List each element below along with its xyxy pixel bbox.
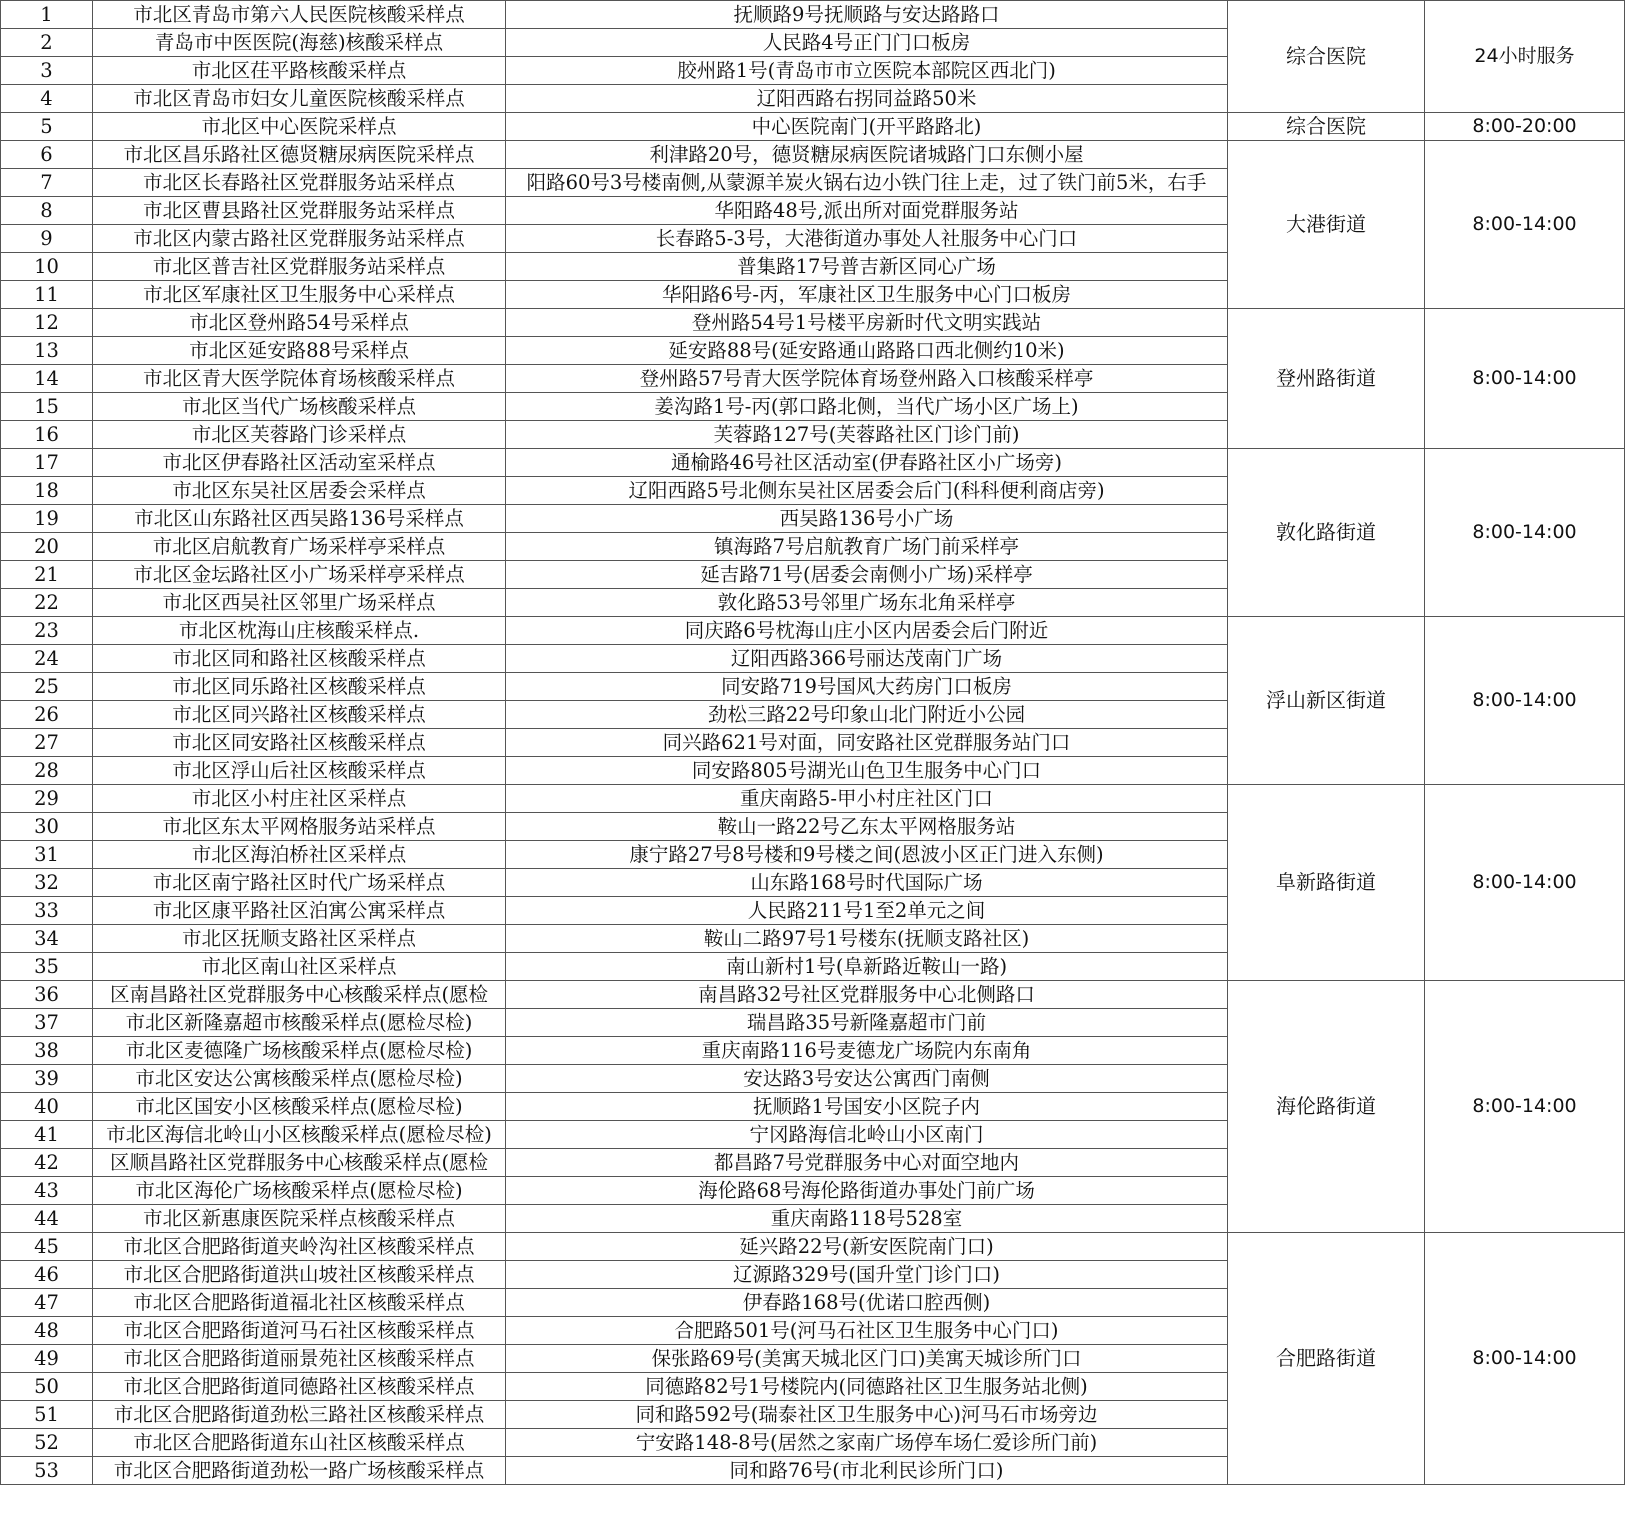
- site-address: 华阳路48号,派出所对面党群服务站: [506, 197, 1228, 225]
- district-cell: 综合医院: [1228, 1, 1425, 113]
- site-address: 通榆路46号社区活动室(伊春路社区小广场旁): [506, 449, 1228, 477]
- site-address: 康宁路27号8号楼和9号楼之间(恩波小区正门进入东侧): [506, 841, 1228, 869]
- row-number: 12: [1, 309, 93, 337]
- site-address: 芙蓉路127号(芙蓉路社区门诊门前): [506, 421, 1228, 449]
- site-address: 劲松三路22号印象山北门附近小公园: [506, 701, 1228, 729]
- row-number: 22: [1, 589, 93, 617]
- row-number: 14: [1, 365, 93, 393]
- row-number: 19: [1, 505, 93, 533]
- site-address: 延安路88号(延安路通山路路口西北侧约10米): [506, 337, 1228, 365]
- row-number: 29: [1, 785, 93, 813]
- site-name: 市北区新隆嘉超市核酸采样点(愿检尽检): [93, 1009, 506, 1037]
- row-number: 23: [1, 617, 93, 645]
- site-address: 合肥路501号(河马石社区卫生服务中心门口): [506, 1317, 1228, 1345]
- site-address: 都昌路7号党群服务中心对面空地内: [506, 1149, 1228, 1177]
- table-row: [1, 785, 1625, 813]
- site-name: 市北区金坛路社区小广场采样亭采样点: [93, 561, 506, 589]
- site-name: 市北区合肥路街道劲松一路广场核酸采样点: [93, 1457, 506, 1485]
- site-address: 同兴路621号对面，同安路社区党群服务站门口: [506, 729, 1228, 757]
- site-name: 青岛市中医医院(海慈)核酸采样点: [93, 29, 506, 57]
- row-number: 2: [1, 29, 93, 57]
- row-number: 15: [1, 393, 93, 421]
- site-address: 重庆南路116号麦德龙广场院内东南角: [506, 1037, 1228, 1065]
- site-address: 华阳路6号-丙，军康社区卫生服务中心门口板房: [506, 281, 1228, 309]
- row-number: 7: [1, 169, 93, 197]
- row-number: 31: [1, 841, 93, 869]
- site-name: 市北区麦德隆广场核酸采样点(愿检尽检): [93, 1037, 506, 1065]
- site-address: 鞍山一路22号乙东太平网格服务站: [506, 813, 1228, 841]
- site-name: 市北区启航教育广场采样亭采样点: [93, 533, 506, 561]
- row-number: 33: [1, 897, 93, 925]
- site-address: 同德路82号1号楼院内(同德路社区卫生服务站北侧): [506, 1373, 1228, 1401]
- site-address: 瑞昌路35号新隆嘉超市门前: [506, 1009, 1228, 1037]
- site-address: 山东路168号时代国际广场: [506, 869, 1228, 897]
- district-cell: 大港街道: [1228, 141, 1425, 309]
- site-address: 登州路54号1号楼平房新时代文明实践站: [506, 309, 1228, 337]
- row-number: 27: [1, 729, 93, 757]
- site-name: 市北区同乐路社区核酸采样点: [93, 673, 506, 701]
- row-number: 30: [1, 813, 93, 841]
- table-row: [1, 1233, 1625, 1261]
- site-address: 抚顺路1号国安小区院子内: [506, 1093, 1228, 1121]
- site-name: 市北区合肥路街道东山社区核酸采样点: [93, 1429, 506, 1457]
- site-address: 辽阳西路366号丽达茂南门广场: [506, 645, 1228, 673]
- site-address: 同和路76号(市北利民诊所门口): [506, 1457, 1228, 1485]
- site-name: 市北区昌乐路社区德贤糖尿病医院采样点: [93, 141, 506, 169]
- site-address: 南昌路32号社区党群服务中心北侧路口: [506, 981, 1228, 1009]
- site-name: 市北区西吴社区邻里广场采样点: [93, 589, 506, 617]
- row-number: 39: [1, 1065, 93, 1093]
- site-address: 利津路20号，德贤糖尿病医院诸城路门口东侧小屋: [506, 141, 1228, 169]
- site-address: 海伦路68号海伦路街道办事处门前广场: [506, 1177, 1228, 1205]
- site-address: 延兴路22号(新安医院南门口): [506, 1233, 1228, 1261]
- site-address: 重庆南路118号528室: [506, 1205, 1228, 1233]
- district-cell: 阜新路街道: [1228, 785, 1425, 981]
- site-address: 南山新村1号(阜新路近鞍山一路): [506, 953, 1228, 981]
- row-number: 49: [1, 1345, 93, 1373]
- site-address: 普集路17号普吉新区同心广场: [506, 253, 1228, 281]
- row-number: 6: [1, 141, 93, 169]
- row-number: 46: [1, 1261, 93, 1289]
- row-number: 20: [1, 533, 93, 561]
- service-hours-cell: 24小时服务: [1425, 1, 1625, 113]
- site-name: 市北区小村庄社区采样点: [93, 785, 506, 813]
- site-name: 市北区长春路社区党群服务站采样点: [93, 169, 506, 197]
- service-hours-cell: 8:00-14:00: [1425, 617, 1625, 785]
- row-number: 52: [1, 1429, 93, 1457]
- row-number: 16: [1, 421, 93, 449]
- site-address: 中心医院南门(开平路路北): [506, 113, 1228, 141]
- site-name: 市北区浮山后社区核酸采样点: [93, 757, 506, 785]
- site-name: 市北区南宁路社区时代广场采样点: [93, 869, 506, 897]
- row-number: 47: [1, 1289, 93, 1317]
- site-address: 同庆路6号枕海山庄小区内居委会后门附近: [506, 617, 1228, 645]
- site-name: 市北区海泊桥社区采样点: [93, 841, 506, 869]
- row-number: 26: [1, 701, 93, 729]
- site-name: 市北区合肥路街道夹岭沟社区核酸采样点: [93, 1233, 506, 1261]
- site-name: 市北区军康社区卫生服务中心采样点: [93, 281, 506, 309]
- service-hours-cell: 8:00-14:00: [1425, 141, 1625, 309]
- district-cell: 浮山新区街道: [1228, 617, 1425, 785]
- site-name: 市北区同和路社区核酸采样点: [93, 645, 506, 673]
- site-address: 延吉路71号(居委会南侧小广场)采样亭: [506, 561, 1228, 589]
- site-name: 市北区合肥路街道同德路社区核酸采样点: [93, 1373, 506, 1401]
- site-name: 市北区青岛市第六人民医院核酸采样点: [93, 1, 506, 29]
- table-body: [1, 1, 1625, 1485]
- site-name: 区顺昌路社区党群服务中心核酸采样点(愿检: [93, 1149, 506, 1177]
- site-address: 同和路592号(瑞泰社区卫生服务中心)河马石市场旁边: [506, 1401, 1228, 1429]
- site-name: 市北区合肥路街道福北社区核酸采样点: [93, 1289, 506, 1317]
- site-address: 同安路805号湖光山色卫生服务中心门口: [506, 757, 1228, 785]
- service-hours-cell: 8:00-14:00: [1425, 981, 1625, 1233]
- table-row: [1, 449, 1625, 477]
- site-name: 市北区同兴路社区核酸采样点: [93, 701, 506, 729]
- site-name: 市北区延安路88号采样点: [93, 337, 506, 365]
- service-hours-cell: 8:00-14:00: [1425, 1233, 1625, 1485]
- district-cell: 海伦路街道: [1228, 981, 1425, 1233]
- district-cell: 综合医院: [1228, 113, 1425, 141]
- row-number: 3: [1, 57, 93, 85]
- site-name: 市北区安达公寓核酸采样点(愿检尽检): [93, 1065, 506, 1093]
- row-number: 8: [1, 197, 93, 225]
- row-number: 18: [1, 477, 93, 505]
- row-number: 43: [1, 1177, 93, 1205]
- row-number: 35: [1, 953, 93, 981]
- site-name: 市北区合肥路街道劲松三路社区核酸采样点: [93, 1401, 506, 1429]
- service-hours-cell: 8:00-20:00: [1425, 113, 1625, 141]
- site-name: 市北区东太平网格服务站采样点: [93, 813, 506, 841]
- site-name: 市北区南山社区采样点: [93, 953, 506, 981]
- table-row: [1, 141, 1625, 169]
- site-name: 市北区合肥路街道河马石社区核酸采样点: [93, 1317, 506, 1345]
- site-name: 市北区抚顺支路社区采样点: [93, 925, 506, 953]
- row-number: 41: [1, 1121, 93, 1149]
- site-address: 伊春路168号(优诺口腔西侧): [506, 1289, 1228, 1317]
- service-hours-cell: 8:00-14:00: [1425, 449, 1625, 617]
- site-name: 市北区登州路54号采样点: [93, 309, 506, 337]
- district-cell: 合肥路街道: [1228, 1233, 1425, 1485]
- row-number: 32: [1, 869, 93, 897]
- site-name: 市北区东吴社区居委会采样点: [93, 477, 506, 505]
- site-name: 市北区海信北岭山小区核酸采样点(愿检尽检): [93, 1121, 506, 1149]
- row-number: 24: [1, 645, 93, 673]
- service-hours-cell: 8:00-14:00: [1425, 785, 1625, 981]
- site-address: 保张路69号(美寓天城北区门口)美寓天城诊所门口: [506, 1345, 1228, 1373]
- row-number: 44: [1, 1205, 93, 1233]
- site-address: 宁安路148-8号(居然之家南广场停车场仁爱诊所门前): [506, 1429, 1228, 1457]
- site-name: 市北区同安路社区核酸采样点: [93, 729, 506, 757]
- site-name: 市北区芙蓉路门诊采样点: [93, 421, 506, 449]
- row-number: 42: [1, 1149, 93, 1177]
- site-address: 敦化路53号邻里广场东北角采样亭: [506, 589, 1228, 617]
- district-cell: 登州路街道: [1228, 309, 1425, 449]
- row-number: 13: [1, 337, 93, 365]
- row-number: 53: [1, 1457, 93, 1485]
- row-number: 1: [1, 1, 93, 29]
- site-name: 市北区山东路社区西吴路136号采样点: [93, 505, 506, 533]
- row-number: 37: [1, 1009, 93, 1037]
- table-row: [1, 309, 1625, 337]
- site-address: 辽阳西路5号北侧东吴社区居委会后门(科科便利商店旁): [506, 477, 1228, 505]
- table-row: [1, 1, 1625, 29]
- site-name: 区南昌路社区党群服务中心核酸采样点(愿检: [93, 981, 506, 1009]
- site-name: 市北区茌平路核酸采样点: [93, 57, 506, 85]
- site-name: 市北区青大医学院体育场核酸采样点: [93, 365, 506, 393]
- district-cell: 敦化路街道: [1228, 449, 1425, 617]
- table-row: [1, 981, 1625, 1009]
- site-address: 重庆南路5-甲小村庄社区门口: [506, 785, 1228, 813]
- site-address: 辽源路329号(国升堂门诊门口): [506, 1261, 1228, 1289]
- row-number: 28: [1, 757, 93, 785]
- service-hours-cell: 8:00-14:00: [1425, 309, 1625, 449]
- site-name: 市北区新惠康医院采样点核酸采样点: [93, 1205, 506, 1233]
- row-number: 38: [1, 1037, 93, 1065]
- row-number: 4: [1, 85, 93, 113]
- site-address: 鞍山二路97号1号楼东(抚顺支路社区): [506, 925, 1228, 953]
- site-address: 姜沟路1号-丙(郭口路北侧，当代广场小区广场上): [506, 393, 1228, 421]
- site-name: 市北区伊春路社区活动室采样点: [93, 449, 506, 477]
- site-address: 抚顺路9号抚顺路与安达路路口: [506, 1, 1228, 29]
- site-name: 市北区枕海山庄核酸采样点.: [93, 617, 506, 645]
- row-number: 25: [1, 673, 93, 701]
- table-row: [1, 113, 1625, 141]
- table-row: [1, 617, 1625, 645]
- site-address: 同安路719号国风大药房门口板房: [506, 673, 1228, 701]
- site-address: 宁冈路海信北岭山小区南门: [506, 1121, 1228, 1149]
- site-name: 市北区普吉社区党群服务站采样点: [93, 253, 506, 281]
- row-number: 10: [1, 253, 93, 281]
- site-address: 阳路60号3号楼南侧,从蒙源羊炭火锅右边小铁门往上走，过了铁门前5米，右手: [506, 169, 1228, 197]
- site-address: 登州路57号青大医学院体育场登州路入口核酸采样亭: [506, 365, 1228, 393]
- row-number: 17: [1, 449, 93, 477]
- site-address: 镇海路7号启航教育广场门前采样亭: [506, 533, 1228, 561]
- site-name: 市北区康平路社区泊寓公寓采样点: [93, 897, 506, 925]
- site-name: 市北区合肥路街道丽景苑社区核酸采样点: [93, 1345, 506, 1373]
- row-number: 9: [1, 225, 93, 253]
- row-number: 21: [1, 561, 93, 589]
- site-address: 人民路4号正门门口板房: [506, 29, 1228, 57]
- site-address: 胶州路1号(青岛市市立医院本部院区西北门): [506, 57, 1228, 85]
- site-name: 市北区青岛市妇女儿童医院核酸采样点: [93, 85, 506, 113]
- site-address: 人民路211号1至2单元之间: [506, 897, 1228, 925]
- site-name: 市北区当代广场核酸采样点: [93, 393, 506, 421]
- row-number: 40: [1, 1093, 93, 1121]
- site-name: 市北区海伦广场核酸采样点(愿检尽检): [93, 1177, 506, 1205]
- site-name: 市北区中心医院采样点: [93, 113, 506, 141]
- row-number: 45: [1, 1233, 93, 1261]
- site-address: 西吴路136号小广场: [506, 505, 1228, 533]
- row-number: 51: [1, 1401, 93, 1429]
- row-number: 36: [1, 981, 93, 1009]
- site-address: 辽阳西路右拐同益路50米: [506, 85, 1228, 113]
- site-name: 市北区合肥路街道洪山坡社区核酸采样点: [93, 1261, 506, 1289]
- row-number: 5: [1, 113, 93, 141]
- site-name: 市北区国安小区核酸采样点(愿检尽检): [93, 1093, 506, 1121]
- site-address: 长春路5-3号，大港街道办事处人社服务中心门口: [506, 225, 1228, 253]
- row-number: 48: [1, 1317, 93, 1345]
- site-name: 市北区曹县路社区党群服务站采样点: [93, 197, 506, 225]
- row-number: 11: [1, 281, 93, 309]
- site-name: 市北区内蒙古路社区党群服务站采样点: [93, 225, 506, 253]
- row-number: 50: [1, 1373, 93, 1401]
- site-address: 安达路3号安达公寓西门南侧: [506, 1065, 1228, 1093]
- row-number: 34: [1, 925, 93, 953]
